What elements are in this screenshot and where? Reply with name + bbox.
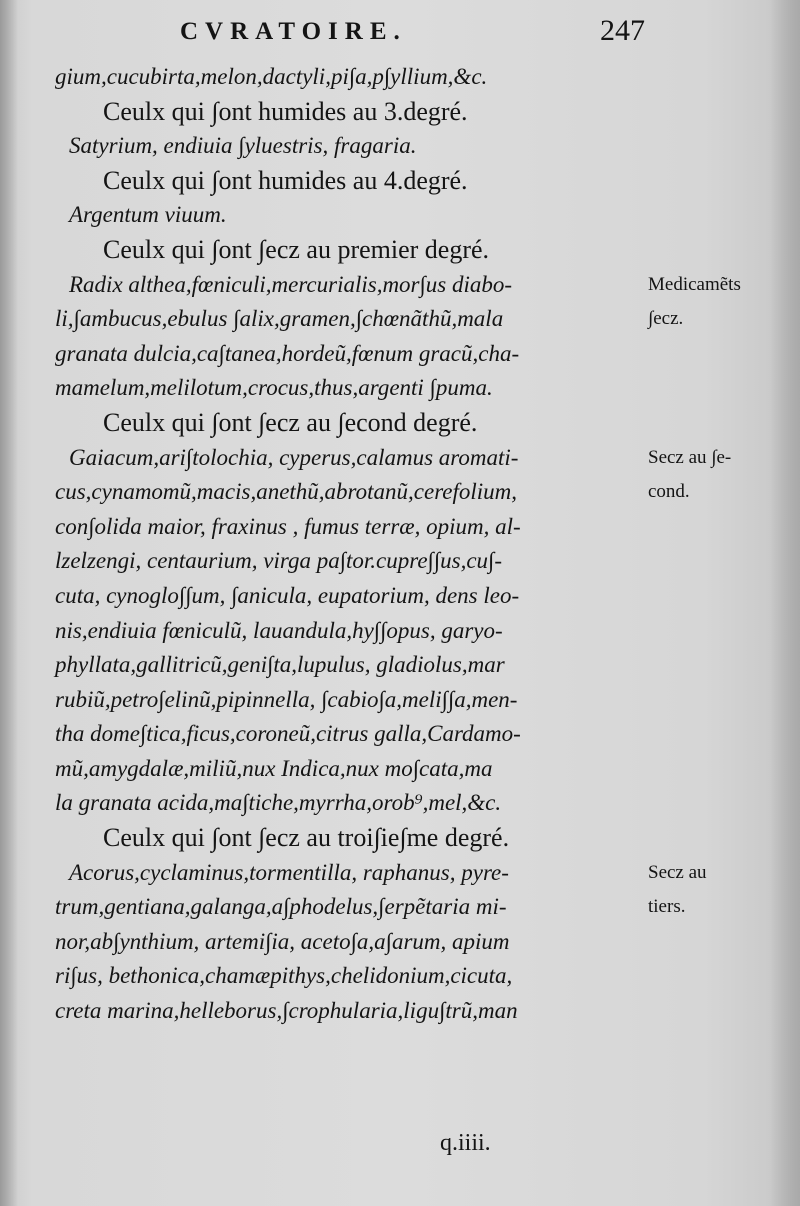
text-line: Argentum viuum. — [69, 202, 227, 228]
text-line: rubiũ,petro∫elinũ,pipinnella, ∫cabio∫a,meli∫∫a,men- — [55, 686, 518, 712]
section-heading: Ceulx qui ∫ont ∫ecz au premier degré. — [103, 234, 490, 264]
text-line: lzelzengi, centaurium, virga pa∫tor.cupre∫∫us,cu∫- — [55, 548, 503, 574]
text-line: cuta, cynoglo∫∫um, ∫anicula, eupatorium, dens leo- — [55, 582, 520, 608]
margin-note: Medicamẽts — [648, 273, 741, 295]
text-line: mũ,amygdalæ,miliũ,nux Indica,nux mo∫cata,ma — [55, 755, 493, 781]
section-heading: Ceulx qui ∫ont ∫ecz au troi∫ie∫me degré. — [103, 823, 510, 853]
text-line: tha dome∫tica,ficus,coroneũ,citrus galla,Cardamo- — [55, 721, 521, 747]
text-line: Radix althea,fœniculi,mercurialis,mor∫us diabo- — [69, 271, 513, 297]
text-line: Acorus,cyclaminus,tormentilla, raphanus, pyre- — [69, 859, 509, 885]
text-line: li,∫ambucus,ebulus ∫alix,gramen,∫chœnãthũ,mala — [55, 306, 504, 332]
text-line: mamelum,melilotum,crocus,thus,argenti ∫puma. — [55, 375, 493, 401]
section-heading: Ceulx qui ∫ont ∫ecz au ∫econd degré. — [103, 407, 478, 437]
page-gutter-shadow — [0, 0, 18, 1206]
page-header — [0, 14, 800, 54]
text-line: Satyrium, endiuia ∫yluestris, fragaria. — [69, 133, 417, 159]
body-text — [55, 60, 635, 1029]
text-line: trum,gentiana,galanga,a∫phodelus,∫erpẽtaria mi- — [55, 894, 507, 920]
page-edge-shadow — [770, 0, 800, 1206]
margin-note: ∫ecz. — [648, 308, 684, 330]
text-line: granata dulcia,ca∫tanea,hordeũ,fœnum gracũ,cha- — [55, 340, 520, 366]
signature-mark: q.iiii. — [440, 1130, 491, 1156]
margin-note: Secz au ∫e- — [648, 446, 732, 468]
margin-note: tiers. — [648, 896, 686, 918]
text-line: cus,cynamomũ,macis,anethũ,abrotanũ,cerefolium, — [55, 479, 518, 505]
text-line: Gaiacum,ari∫tolochia, cyperus,calamus aromati- — [69, 444, 519, 470]
page-number: 247 — [600, 14, 645, 47]
text-line: creta marina,helleborus,∫crophularia,ligu∫trũ,man — [55, 998, 518, 1024]
text-line: ri∫us, bethonica,chamæpithys,chelidonium,cicuta, — [55, 963, 513, 989]
text-line: phyllata,gallitricũ,geni∫ta,lupulus, gladiolus,mar — [55, 652, 505, 678]
text-line: gium,cucubirta,melon,dactyli,pi∫a,p∫yllium,&c. — [55, 64, 488, 89]
section-heading: Ceulx qui ∫ont humides au 4.degré. — [103, 165, 468, 195]
text-line: con∫olida maior, fraxinus , fumus terræ, opium, al- — [55, 513, 521, 539]
text-line: nis,endiuia fœniculũ, lauandula,hy∫∫opus, garyo- — [55, 617, 503, 643]
section-heading: Ceulx qui ∫ont humides au 3.degré. — [103, 96, 468, 126]
text-line: la granata acida,ma∫tiche,myrrha,orob⁹,mel,&c. — [55, 790, 502, 816]
margin-note: Secz au — [648, 861, 707, 883]
margin-note: cond. — [648, 481, 690, 503]
text-line: nor,ab∫ynthium, artemi∫ia, aceto∫a,a∫arum, apium — [55, 928, 510, 954]
running-head: CVRATOIRE. — [180, 18, 407, 45]
